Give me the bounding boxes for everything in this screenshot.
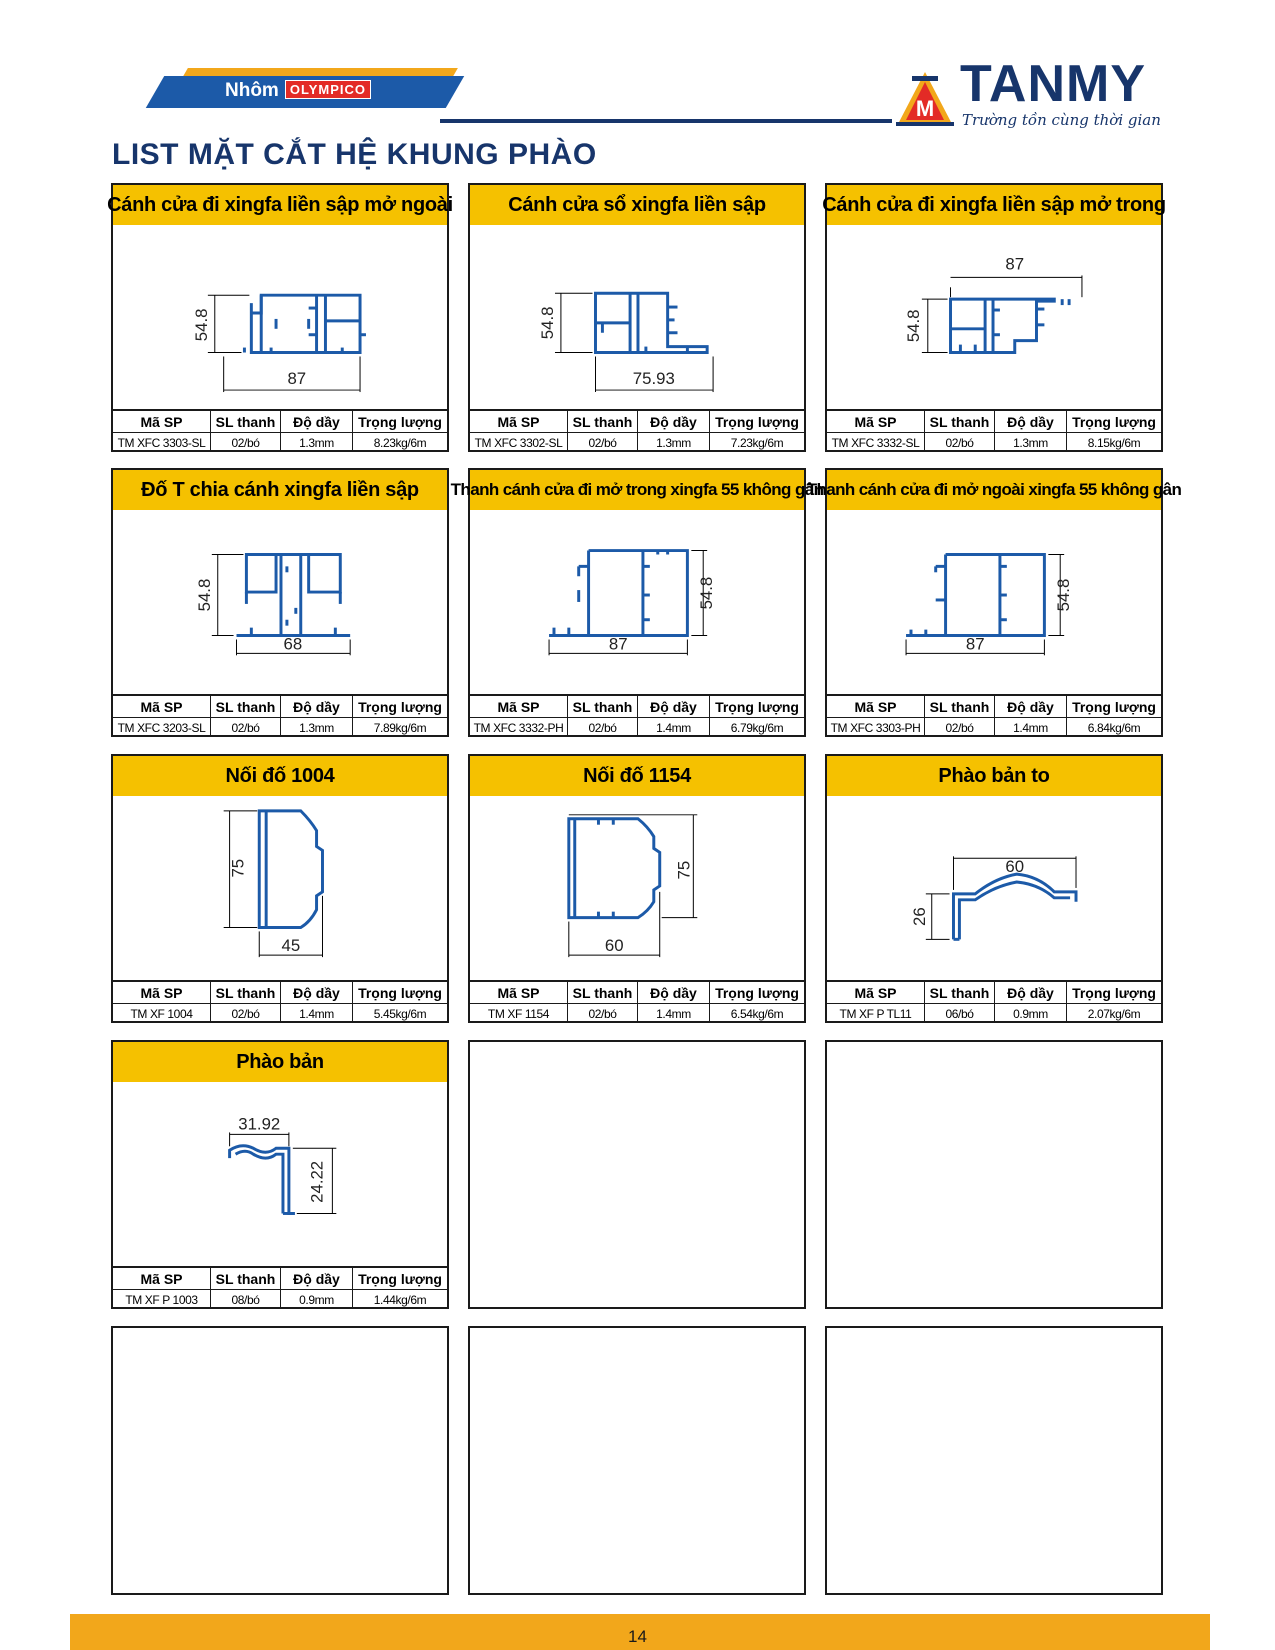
profile-card bbox=[468, 754, 806, 1023]
weight: 6.54kg/6m bbox=[730, 1006, 784, 1021]
card-title: Nối đố 1004 bbox=[113, 756, 447, 796]
col-thickness-header: Độ dầy bbox=[281, 1268, 353, 1290]
header-rule bbox=[440, 119, 892, 123]
empty-card bbox=[468, 1326, 806, 1595]
weight: 7.23kg/6m bbox=[730, 435, 784, 450]
bundle-qty: 02/bó bbox=[568, 718, 638, 737]
col-thickness-header: Độ dầy bbox=[995, 982, 1067, 1004]
dimension-height: 75 bbox=[228, 858, 248, 878]
card-title: Thanh cánh cửa đi mở trong xingfa 55 không gân bbox=[470, 470, 804, 510]
page-title: LIST MẶT CẮT HỆ KHUNG PHÀO bbox=[112, 138, 597, 171]
logo-slogan: Trường tồn cùng thời gian bbox=[962, 111, 1161, 129]
logo-name: TANMY bbox=[960, 55, 1147, 113]
col-thickness-header: Độ dầy bbox=[281, 982, 353, 1004]
product-code: TM XFC 3332-PH bbox=[470, 718, 568, 737]
weight: 5.45kg/6m bbox=[373, 1006, 427, 1021]
col-qty-header: SL thanh bbox=[211, 982, 281, 1004]
spec-table bbox=[113, 694, 447, 735]
profile-drawing bbox=[470, 225, 804, 399]
thickness: 1.4mm bbox=[281, 1004, 353, 1023]
col-thickness-header: Độ dầy bbox=[638, 982, 710, 1004]
weight: 6.79kg/6m bbox=[730, 720, 784, 735]
thickness: 1.3mm bbox=[281, 718, 353, 737]
col-qty-header: SL thanh bbox=[211, 411, 281, 433]
dimension-height: 54.8 bbox=[1054, 578, 1074, 612]
product-code: TM XFC 3302-SL bbox=[470, 433, 568, 452]
col-qty-header: SL thanh bbox=[568, 696, 638, 718]
spec-table bbox=[113, 409, 447, 450]
dimension-width: 87 bbox=[965, 634, 985, 654]
empty-card bbox=[468, 1040, 806, 1309]
card-title: Cánh cửa đi xingfa liền sập mở ngoài bbox=[113, 185, 447, 225]
profile-drawing bbox=[470, 796, 804, 970]
empty-card bbox=[111, 1326, 449, 1595]
thickness: 1.4mm bbox=[638, 1004, 710, 1023]
product-code: TM XFC 3303-SL bbox=[113, 433, 211, 452]
spec-table bbox=[470, 694, 804, 735]
dimension-height: 54.8 bbox=[194, 578, 214, 612]
col-weight-header: Trọng lượng bbox=[710, 411, 804, 433]
profile-drawing bbox=[113, 1082, 447, 1256]
profile-card bbox=[806, 468, 1182, 737]
col-code-header: Mã SP bbox=[827, 411, 925, 433]
spec-table bbox=[827, 409, 1161, 450]
card-title: Nối đố 1154 bbox=[470, 756, 804, 796]
weight: 1.44kg/6m bbox=[373, 1292, 427, 1307]
col-thickness-header: Độ dầy bbox=[995, 411, 1067, 433]
spec-table bbox=[470, 409, 804, 450]
product-code: TM XFC 3332-SL bbox=[827, 433, 925, 452]
weight: 2.07kg/6m bbox=[1087, 1006, 1141, 1021]
col-weight-header: Trọng lượng bbox=[1067, 696, 1161, 718]
col-qty-header: SL thanh bbox=[925, 411, 995, 433]
col-code-header: Mã SP bbox=[113, 411, 211, 433]
card-title: Cánh cửa đi xingfa liền sập mở trong bbox=[827, 185, 1161, 225]
profile-drawing bbox=[827, 796, 1161, 970]
dimension-height: 54.8 bbox=[538, 306, 558, 340]
card-title: Cánh cửa sổ xingfa liền sập bbox=[470, 185, 804, 225]
weight: 6.84kg/6m bbox=[1087, 720, 1141, 735]
col-code-header: Mã SP bbox=[113, 982, 211, 1004]
profile-drawing bbox=[113, 796, 447, 970]
card-title: Phào bản bbox=[113, 1042, 447, 1082]
profile-drawing bbox=[827, 225, 1161, 399]
bundle-qty: 02/bó bbox=[211, 718, 281, 737]
col-code-header: Mã SP bbox=[470, 411, 568, 433]
col-code-header: Mã SP bbox=[470, 696, 568, 718]
col-weight-header: Trọng lượng bbox=[1067, 982, 1161, 1004]
col-thickness-header: Độ dầy bbox=[638, 411, 710, 433]
profile-card bbox=[111, 468, 449, 737]
col-qty-header: SL thanh bbox=[925, 982, 995, 1004]
weight: 8.23kg/6m bbox=[373, 435, 427, 450]
col-qty-header: SL thanh bbox=[925, 696, 995, 718]
spec-table bbox=[470, 980, 804, 1021]
spec-table bbox=[113, 980, 447, 1021]
dimension-width: 60 bbox=[1005, 857, 1025, 877]
profile-drawing bbox=[113, 510, 447, 684]
col-weight-header: Trọng lượng bbox=[353, 411, 447, 433]
col-weight-header: Trọng lượng bbox=[353, 696, 447, 718]
brand-banner bbox=[155, 68, 455, 108]
bundle-qty: 08/bó bbox=[211, 1290, 281, 1309]
col-code-header: Mã SP bbox=[113, 696, 211, 718]
spec-table bbox=[827, 694, 1161, 735]
dimension-height: 54.8 bbox=[903, 309, 923, 343]
svg-text:M: M bbox=[915, 96, 935, 121]
spec-table bbox=[827, 980, 1161, 1021]
col-weight-header: Trọng lượng bbox=[710, 696, 804, 718]
col-thickness-header: Độ dầy bbox=[281, 696, 353, 718]
card-title: Thanh cánh cửa đi mở ngoài xingfa 55 không gân bbox=[827, 470, 1161, 510]
dimension-height: 75 bbox=[674, 860, 694, 880]
col-thickness-header: Độ dầy bbox=[281, 411, 353, 433]
bundle-qty: 02/bó bbox=[568, 1004, 638, 1023]
profile-card bbox=[468, 183, 806, 452]
thickness: 1.4mm bbox=[995, 718, 1067, 737]
bundle-qty: 06/bó bbox=[925, 1004, 995, 1023]
col-code-header: Mã SP bbox=[827, 982, 925, 1004]
dimension-height: 26 bbox=[909, 907, 929, 926]
col-qty-header: SL thanh bbox=[211, 696, 281, 718]
dimension-width: 87 bbox=[608, 634, 628, 654]
weight: 7.89kg/6m bbox=[373, 720, 427, 735]
profile-card bbox=[107, 183, 453, 452]
tanmy-logo-icon bbox=[896, 70, 954, 126]
thickness: 0.9mm bbox=[995, 1004, 1067, 1023]
bundle-qty: 02/bó bbox=[211, 433, 281, 452]
thickness: 0.9mm bbox=[281, 1290, 353, 1309]
dimension-height: 54.8 bbox=[191, 308, 211, 342]
page-number: 14 bbox=[628, 1627, 647, 1646]
col-thickness-header: Độ dầy bbox=[995, 696, 1067, 718]
dimension-width: 87 bbox=[287, 369, 307, 389]
dimension-height: 24.22 bbox=[307, 1160, 327, 1203]
profile-card bbox=[111, 1040, 449, 1309]
brand-prefix: Nhôm bbox=[225, 80, 279, 101]
col-code-header: Mã SP bbox=[827, 696, 925, 718]
col-weight-header: Trọng lượng bbox=[710, 982, 804, 1004]
card-title: Phào bản to bbox=[827, 756, 1161, 796]
col-qty-header: SL thanh bbox=[568, 982, 638, 1004]
dimension-width: 45 bbox=[281, 936, 301, 956]
spec-table bbox=[113, 1266, 447, 1307]
profile-drawing bbox=[470, 510, 804, 684]
product-code: TM XF P 1003 bbox=[113, 1290, 211, 1309]
col-weight-header: Trọng lượng bbox=[353, 982, 447, 1004]
profile-card bbox=[825, 754, 1163, 1023]
empty-card bbox=[825, 1040, 1163, 1309]
bundle-qty: 02/bó bbox=[568, 433, 638, 452]
brand-label bbox=[225, 80, 371, 102]
product-code: TM XF 1154 bbox=[470, 1004, 568, 1023]
col-code-header: Mã SP bbox=[113, 1268, 211, 1290]
profile-drawing bbox=[113, 225, 447, 399]
col-weight-header: Trọng lượng bbox=[1067, 411, 1161, 433]
thickness: 1.4mm bbox=[638, 718, 710, 737]
bundle-qty: 02/bó bbox=[925, 433, 995, 452]
col-code-header: Mã SP bbox=[470, 982, 568, 1004]
thickness: 1.3mm bbox=[281, 433, 353, 452]
empty-card bbox=[825, 1326, 1163, 1595]
dimension-width: 75.93 bbox=[632, 369, 675, 389]
dimension-height: 54.8 bbox=[697, 576, 717, 610]
product-code: TM XF 1004 bbox=[113, 1004, 211, 1023]
profile-card bbox=[111, 754, 449, 1023]
product-code: TM XF P TL11 bbox=[827, 1004, 925, 1023]
weight: 8.15kg/6m bbox=[1087, 435, 1141, 450]
dimension-width: 87 bbox=[1005, 254, 1025, 274]
col-qty-header: SL thanh bbox=[211, 1268, 281, 1290]
product-code: TM XFC 3303-PH bbox=[827, 718, 925, 737]
thickness: 1.3mm bbox=[995, 433, 1067, 452]
col-qty-header: SL thanh bbox=[568, 411, 638, 433]
profile-card bbox=[822, 183, 1166, 452]
card-title: Đố T chia cánh xingfa liền sập bbox=[113, 470, 447, 510]
dimension-width: 60 bbox=[604, 936, 624, 956]
profile-drawing bbox=[827, 510, 1161, 684]
bundle-qty: 02/bó bbox=[211, 1004, 281, 1023]
thickness: 1.3mm bbox=[638, 433, 710, 452]
dimension-width: 31.92 bbox=[238, 1114, 281, 1134]
bundle-qty: 02/bó bbox=[925, 718, 995, 737]
product-code: TM XFC 3203-SL bbox=[113, 718, 211, 737]
brand-name: OLYMPICO bbox=[285, 80, 371, 99]
col-thickness-header: Độ dầy bbox=[638, 696, 710, 718]
col-weight-header: Trọng lượng bbox=[353, 1268, 447, 1290]
dimension-width: 68 bbox=[283, 634, 303, 654]
profile-card bbox=[450, 468, 824, 737]
